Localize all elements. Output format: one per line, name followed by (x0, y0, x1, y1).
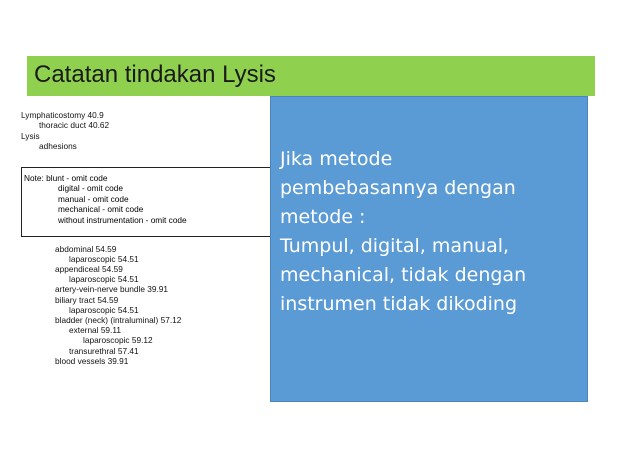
title-bar (27, 56, 595, 96)
index-entry: blood vessels 39.91 (55, 356, 129, 366)
callout-box (270, 96, 588, 402)
index-entry: transurethral 57.41 (69, 346, 139, 356)
callout-line: Jika metode (280, 148, 393, 170)
index-entry: laparoscopic 54.51 (69, 274, 139, 284)
index-entry: appendiceal 54.59 (55, 264, 123, 274)
index-entry: adhesions (39, 141, 77, 151)
index-entry: abdominal 54.59 (55, 244, 117, 254)
index-entry: artery-vein-nerve bundle 39.91 (55, 284, 168, 294)
index-excerpt (21, 111, 291, 401)
index-entry: Lymphaticostomy 40.9 (21, 110, 104, 120)
callout-line: mechanical, tidak dengan (280, 264, 527, 286)
index-entry: biliary tract 54.59 (55, 295, 119, 305)
note-line: mechanical - omit code (58, 204, 144, 214)
index-entry: thoracic duct 40.62 (39, 120, 110, 130)
index-entry: laparoscopic 59.12 (83, 335, 153, 345)
callout-line: pembebasannya dengan (280, 177, 516, 199)
index-entry: laparoscopic 54.51 (69, 305, 139, 315)
index-note-box (21, 167, 291, 237)
note-line: digital - omit code (58, 183, 124, 193)
index-entry: laparoscopic 54.51 (69, 254, 139, 264)
index-entry: Lysis (21, 131, 40, 141)
note-line: without instrumentation - omit code (58, 215, 187, 225)
index-entry: bladder (neck) (intraluminal) 57.12 (55, 315, 182, 325)
callout-line: Tumpul, digital, manual, (280, 235, 510, 257)
index-entry: external 59.11 (69, 325, 121, 335)
callout-line: instrumen tidak dikoding (280, 293, 518, 315)
callout-text (280, 145, 584, 319)
callout-line: metode : (280, 206, 366, 228)
note-line: manual - omit code (58, 194, 129, 204)
note-line: Note: blunt - omit code (24, 173, 108, 183)
slide-title: Catatan tindakan Lysis (34, 61, 276, 88)
note-divider (21, 168, 22, 236)
